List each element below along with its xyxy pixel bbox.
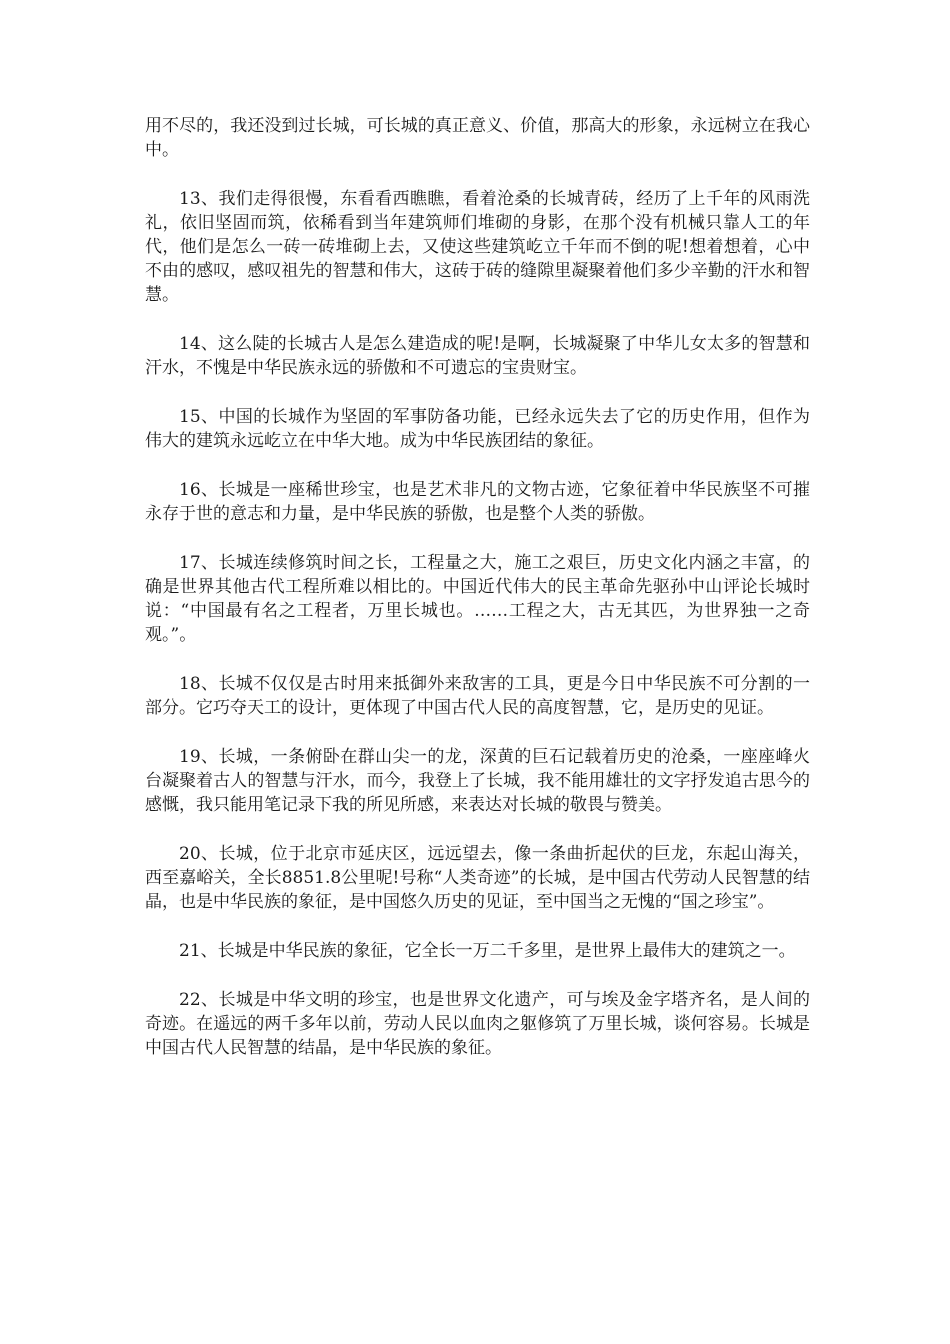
paragraph-21: 21、长城是中华民族的象征，它全长一万二千多里，是世界上最伟大的建筑之一。 (179, 941, 796, 961)
paragraph-20: 20、长城，位于北京市延庆区，远远望去，像一条曲折起伏的巨龙，东起山海关，西至嘉峪关，全长8851.8公里呢!号称“人类奇迹”的长城，是中国古代劳动人民智慧的结晶，也是中华民族的象征，是中国悠久历史的见证，至中国当之无愧的“国之珍宝”。 (145, 844, 810, 912)
paragraph-continued: 用不尽的，我还没到过长城，可长城的真正意义、价值，那高大的形象，永远树立在我心中。 (145, 116, 810, 160)
paragraph-19: 19、长城，一条俯卧在群山尖一的龙，深黄的巨石记载着历史的沧桑，一座座峰火台凝聚着古人的智慧与汗水，而今，我登上了长城，我不能用雄壮的文字抒发追古思今的感慨，我只能用笔记录下我的所见所感，来表达对长城的敬畏与赞美。 (145, 747, 810, 815)
paragraph-14: 14、这么陡的长城古人是怎么建造成的呢!是啊，长城凝聚了中华儿女太多的智慧和汗水，不愧是中华民族永远的骄傲和不可遗忘的宝贵财宝。 (145, 334, 810, 378)
paragraph-22: 22、长城是中华文明的珍宝，也是世界文化遗产，可与埃及金字塔齐名，是人间的奇迹。在遥远的两千多年以前，劳动人民以血肉之躯修筑了万里长城，谈何容易。长城是中国古代人民智慧的结晶，是中华民族的象征。 (145, 990, 810, 1058)
document-body (145, 114, 810, 1085)
paragraph-15: 15、中国的长城作为坚固的军事防备功能，已经永远失去了它的历史作用，但作为伟大的建筑永远屹立在中华大地。成为中华民族团结的象征。 (145, 407, 810, 451)
paragraph-13: 13、我们走得很慢，东看看西瞧瞧，看着沧桑的长城青砖，经历了上千年的风雨洗礼，依旧坚固而筑，依稀看到当年建筑师们堆砌的身影，在那个没有机械只靠人工的年代，他们是怎么一砖一砖堆砌上去，又使这些建筑屹立千年而不倒的呢!想着想着，心中不由的感叹，感叹祖先的智慧和伟大，这砖于砖的缝隙里凝聚着他们多少辛勤的汗水和智慧。 (145, 189, 810, 305)
paragraph-18: 18、长城不仅仅是古时用来抵御外来敌害的工具，更是今日中华民族不可分割的一部分。它巧夺天工的设计，更体现了中国古代人民的高度智慧，它，是历史的见证。 (145, 674, 810, 718)
paragraph-17: 17、长城连续修筑时间之长，工程量之大，施工之艰巨，历史文化内涵之丰富，的确是世界其他古代工程所难以相比的。中国近代伟大的民主革命先驱孙中山评论长城时说：“中国最有名之工程者，万里长城也。……工程之大，古无其匹，为世界独一之奇观。”。 (145, 553, 810, 645)
paragraph-16: 16、长城是一座稀世珍宝，也是艺术非凡的文物古迹，它象征着中华民族坚不可摧永存于世的意志和力量，是中华民族的骄傲，也是整个人类的骄傲。 (145, 480, 810, 524)
